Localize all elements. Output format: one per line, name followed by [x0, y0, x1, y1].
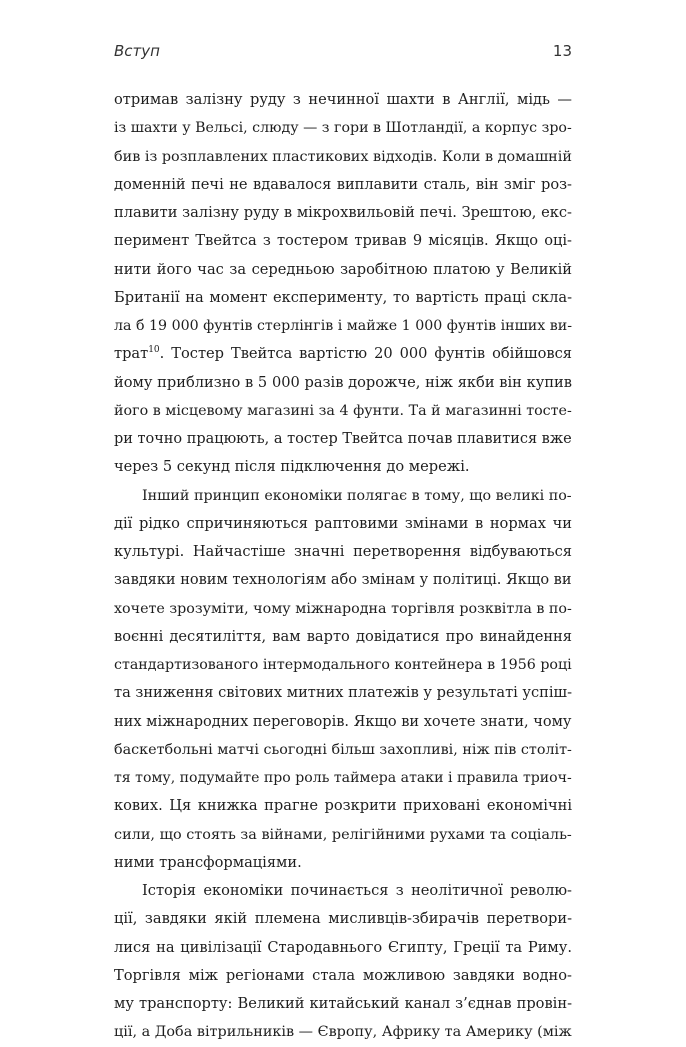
page-number: 13 [552, 42, 572, 60]
text-line: ції, завдяки якій племена мисливців-збирачів перетвори- [114, 910, 572, 928]
text-line: ла б 19 000 фунтів стерлінгів і майже 1 000 фунтів інших ви- [114, 318, 572, 334]
text-line: перимент Твейтса з тостером тривав 9 місяців. Якщо оці- [114, 232, 572, 250]
text-line: му транспорту: Великий китайський канал з’єднав провін- [114, 995, 572, 1012]
text-line: ними трансформаціями. [114, 853, 302, 871]
text-line: Торгівля між регіонами стала можливою завдяки водно- [114, 966, 572, 984]
text-line-with-footnote [114, 340, 572, 368]
text-line: його в місцевому магазині за 4 фунти. Та й магазинні тосте- [114, 402, 572, 419]
text-fragment: . Тостер Твейтса вартістю 20 000 фунтів обійшовся [159, 345, 572, 363]
text-line: стандартизованого інтермодального контейнера в 1956 році [114, 657, 572, 673]
text-line: завдяки новим технологіям або змінам у політиці. Якщо ви [114, 572, 572, 589]
text-line: доменній печі не вдавалося виплавити сталь, він зміг роз- [114, 175, 572, 193]
text-line: через 5 секунд після підключення до мережі. [114, 458, 470, 476]
text-line: бив із розплавлених пластикових відходів. Коли в домашній [114, 148, 572, 165]
text-line: ції, а Доба вітрильників — Європу, Африку та Америку (між [114, 1024, 572, 1041]
running-head: Вступ [114, 42, 160, 60]
text-line: лися на цивілізації Стародавнього Єгипту, Греції та Риму. [114, 938, 572, 956]
text-line: із шахти у Вельсі, слюду — з гори в Шотландії, а корпус зро- [114, 120, 572, 137]
text-line: воєнні десятиліття, вам варто довідатися про винайдення [114, 627, 572, 645]
text-line: Історія економіки починається з неолітичної револю- [142, 882, 572, 899]
text-line: сили, що стоять за війнами, релігійними рухами та соціаль- [114, 826, 572, 843]
text-line: тя тому, подумайте про роль таймера атаки і правила триоч- [114, 770, 572, 786]
text-line: ри точно працюють, а тостер Твейтса почав плавитися вже [114, 431, 572, 447]
text-line: дії рідко спричиняються раптовими змінами в нормах чи [114, 514, 572, 532]
text-line: хочете зрозуміти, чому міжнародна торгівля розквітла в по- [114, 600, 572, 617]
text-line: Британії на момент експерименту, то вартість праці скла- [114, 288, 572, 306]
text-line: культурі. Найчастіше значні перетворення відбуваються [114, 543, 572, 560]
text-line: отримав залізну руду з нечинної шахти в Англії, мідь — [114, 91, 572, 108]
body-text [114, 86, 572, 1047]
text-line: йому приблизно в 5 000 разів дорожче, ніж якби він купив [114, 373, 572, 391]
footnote-marker[interactable]: 10 [148, 345, 160, 356]
text-line: баскетбольні матчі сьогодні більш захопливі, ніж пів століт- [114, 741, 572, 758]
text-line: та зниження світових митних платежів у результаті успіш- [114, 684, 573, 702]
text-line: нити його час за середньою заробітною платою у Великій [114, 260, 572, 278]
text-line: плавити залізну руду в мікрохвильовій печі. Зрештою, екс- [114, 204, 572, 221]
text-line: кових. Ця книжка прагне розкрити приховані економічні [114, 797, 572, 815]
text-line: них міжнародних переговорів. Якщо ви хочете знати, чому [114, 713, 572, 730]
text-line: Інший принцип економіки полягає в тому, що великі по- [142, 487, 572, 504]
text-fragment: трат [114, 345, 149, 363]
